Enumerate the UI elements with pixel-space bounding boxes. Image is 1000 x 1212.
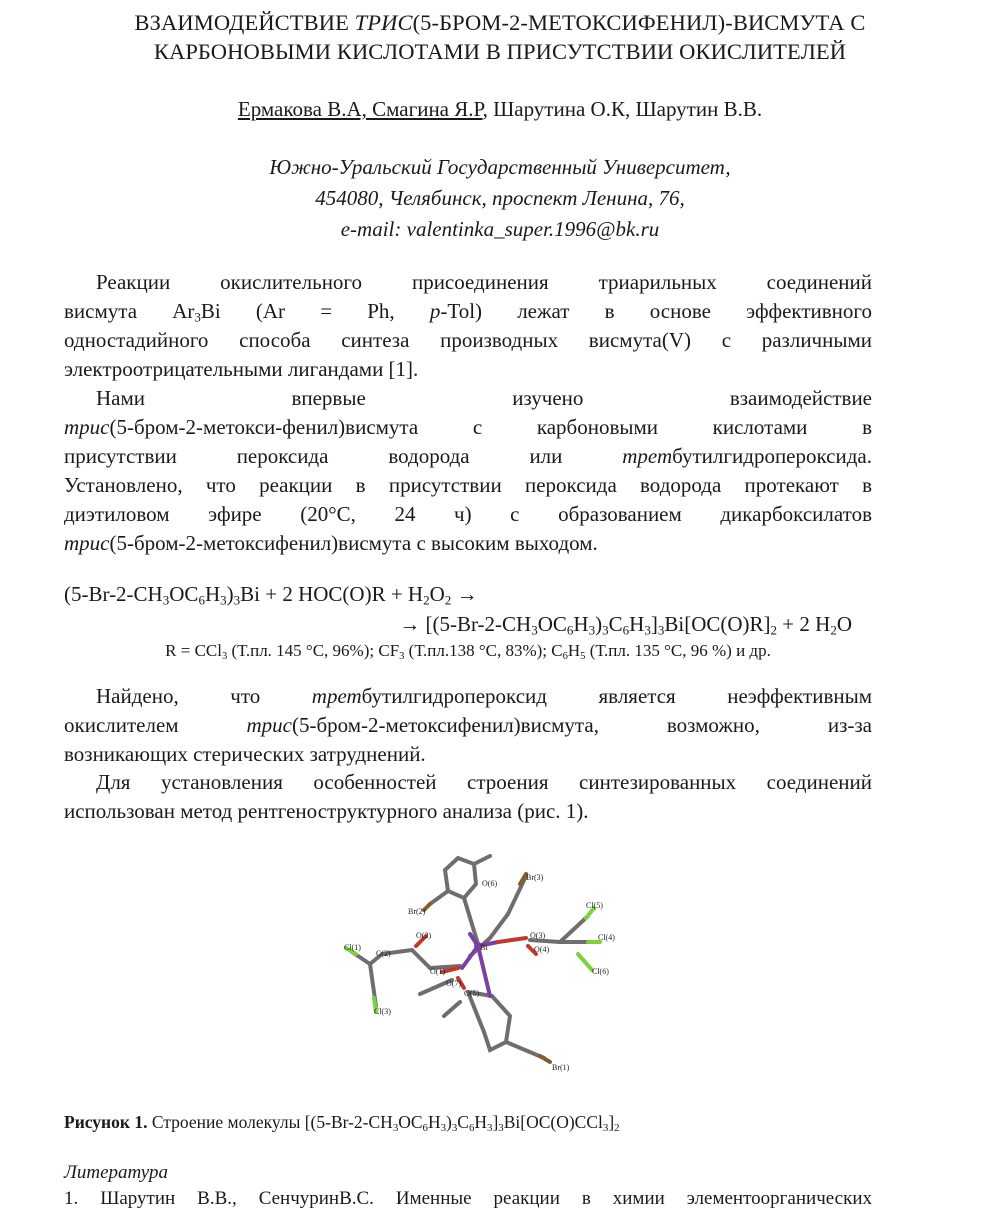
label-cl4: Cl(4) (598, 933, 615, 942)
literature-heading: Литература (64, 1162, 168, 1183)
equation-line-2: → $[(5-Br-2-CH_3OC_6H_3)_3C_6H_3]_3Bi[OC(O)R]_2 + 2$ $H_2O$ (399, 612, 852, 638)
paragraph-2: Нами впервые изучено взаимодействие трис(5-бром-2-метокси-фенил)висмута с карбоновыми кислотами в присутствии пероксида водорода или третбутилгидропероксида. Установлено, что реакции в присутствии пероксида водорода протекают в диэтиловом эфире (20°C, 24 ч) с образованием дикарбоксилатов трис(5-бром-2-метоксифенил)висмута с высоким выходом. (64, 386, 872, 555)
label-o4: O(4) (534, 945, 550, 954)
presenting-authors: Ермакова В.А, Смагина Я.Р (237, 97, 483, 121)
molecule-figure (330, 846, 620, 1086)
label-br2: Br(2) (408, 907, 426, 916)
label-cl1: Cl(1) (344, 943, 361, 952)
email: e-mail: valentinka_super.1996@bk.ru (340, 217, 660, 241)
title-line-1: ВЗАИМОДЕЙСТВИЕ ТРИС(5-БРОМ-2-МЕТОКСИФЕНИЛ)-ВИСМУТА С (134, 10, 866, 35)
figure-caption: Рисунок 1. Строение молекулы $[(5-Br-2-CH_3OC_6H_3)_3C_6H_3]_3Bi[OC(O)CCl_3]_2$ (64, 1112, 620, 1135)
authors (40, 95, 960, 123)
label-o7: O(7) (446, 979, 462, 988)
label-o6: O(6) (482, 879, 498, 888)
label-cl3: Cl(3) (374, 1007, 391, 1016)
paragraph-3: Найдено, что третбутилгидропероксид является неэффективным окислителем трис(5-бром-2-метоксифенил)висмута, возможно, из-за возникающих стерических затруднений. (64, 684, 872, 766)
molecule-structure (330, 846, 620, 1086)
label-o1: O(1) (430, 967, 446, 976)
label-br3: Br(3) (526, 873, 544, 882)
paragraph-1: Реакции окислительного присоединения триарильных соединений висмута $Ar_3Bi$ (Ar = Ph, p-Tol) лежат в основе эффективного одностадийного способа синтеза производных висмута(V) с различными электроотрицательными лигандами [1]. (64, 270, 872, 381)
paragraph-4: Для установления особенностей строения синтезированных соединений использован метод рентгеноструктурного анализа (рис. 1). (64, 770, 872, 823)
label-o3: O(3) (530, 931, 546, 940)
university: Южно-Уральский Государственный Университет, (269, 155, 731, 179)
affiliation (40, 152, 960, 245)
label-o5: O(5) (464, 989, 480, 998)
label-c2: C(2) (376, 949, 391, 958)
label-bi: Bi (480, 943, 488, 952)
literature-item-1: 1. Шарутин В.В., СенчуринВ.С. Именные реакции в химии элементоорганических (64, 1188, 872, 1209)
equation-line-1: $(5-Br-2-CH_3OC_6H_3)_3Bi + 2$ $HOC(O)R + H_2O_2$ → (64, 582, 478, 608)
label-cl6: Cl(6) (592, 967, 609, 976)
address: 454080, Челябинск, проспект Ленина, 76, (315, 186, 685, 210)
co-authors: , Шарутина О.К, Шарутин В.В. (482, 97, 763, 121)
equation-substituents: R = CCl$_3$ (Т.пл. 145 °C, 96%); $CF_3$ (Т.пл.138 °C, 83%); $C_6H_5$ (Т.пл. 135 °C, 96 %) и др. (165, 641, 771, 662)
label-o2: O(2) (416, 931, 432, 940)
label-cl5: Cl(5) (586, 901, 603, 910)
paper-title (40, 8, 960, 66)
caption-label: Рисунок 1. (64, 1112, 148, 1132)
label-br1: Br(1) (552, 1063, 570, 1072)
title-line-2: КАРБОНОВЫМИ КИСЛОТАМИ В ПРИСУТСТВИИ ОКИСЛИТЕЛЕЙ (153, 39, 847, 64)
